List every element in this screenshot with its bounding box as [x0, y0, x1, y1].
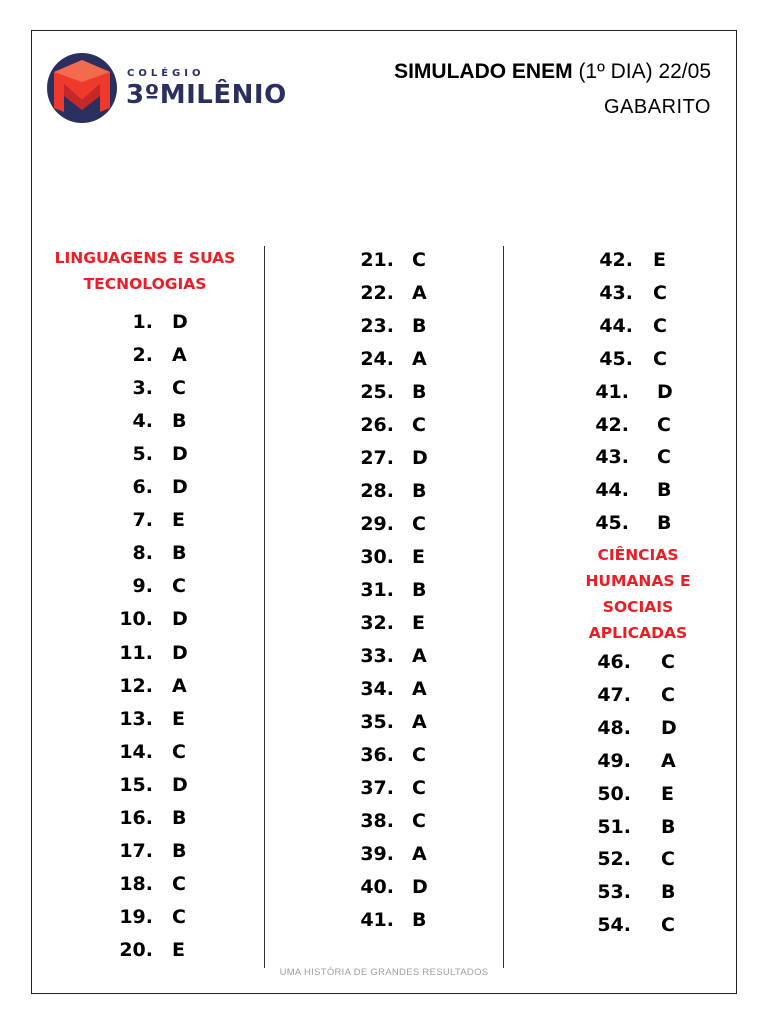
- section-title-humanas: [568, 542, 708, 646]
- question-number: 33.: [360, 645, 394, 667]
- section-title-linguagens: [40, 245, 250, 297]
- question-number: 13.: [119, 707, 153, 730]
- answer-letter: C: [172, 872, 186, 895]
- question-number: 42.: [595, 413, 629, 436]
- question-number: 28.: [360, 480, 394, 502]
- section-title-line: CIÊNCIAS: [597, 546, 679, 564]
- question-number: 18.: [119, 872, 153, 895]
- question-number: 1.: [132, 311, 153, 333]
- section-title-line: SOCIAIS: [602, 598, 674, 616]
- question-number: 27.: [360, 447, 394, 469]
- answer-letter: D: [412, 876, 428, 898]
- logo-emblem-icon: [46, 52, 118, 124]
- answer-letter: B: [657, 479, 672, 502]
- section-title-line: TECNOLOGIAS: [83, 275, 207, 293]
- question-number: 24.: [360, 348, 394, 370]
- question-number: 49.: [597, 749, 631, 772]
- answer-letter: A: [172, 674, 187, 697]
- answer-letter: C: [172, 905, 186, 928]
- question-number: 23.: [360, 315, 394, 337]
- question-number: 22.: [360, 282, 394, 304]
- footer-tagline: UMA HISTÓRIA DE GRANDES RESULTADOS: [279, 967, 489, 978]
- answer-letter: C: [412, 249, 426, 271]
- answer-letter: E: [172, 509, 185, 532]
- answer-letter: B: [412, 909, 427, 931]
- question-number: 44.: [595, 479, 629, 502]
- question-number: 2.: [132, 344, 153, 367]
- section-title-line: APLICADAS: [588, 624, 688, 642]
- question-number: 41.: [595, 380, 629, 403]
- answer-letter: E: [661, 782, 674, 805]
- answer-letter: C: [653, 314, 667, 337]
- question-number: 3.: [132, 377, 153, 400]
- answer-letter: B: [412, 315, 427, 337]
- answer-letter: B: [172, 410, 187, 433]
- answer-letter: C: [657, 446, 671, 469]
- answer-letter: C: [412, 744, 426, 766]
- answer-letter: B: [412, 381, 427, 403]
- question-number: 45.: [599, 347, 633, 370]
- question-number: 8.: [132, 542, 153, 565]
- question-number: 5.: [132, 443, 153, 466]
- page-subtitle: GABARITO: [604, 96, 711, 118]
- question-number: 51.: [597, 815, 631, 838]
- answer-letter: C: [653, 347, 667, 370]
- answer-letter: C: [412, 777, 426, 799]
- question-number: 11.: [119, 641, 153, 664]
- question-number: 31.: [360, 579, 394, 601]
- school-logo: [46, 52, 287, 124]
- answer-letter: A: [412, 348, 427, 370]
- question-number: 40.: [360, 876, 394, 898]
- answer-letter: A: [412, 843, 427, 865]
- question-number: 12.: [119, 674, 153, 697]
- answer-letter: D: [172, 443, 188, 466]
- answer-letter: A: [172, 344, 187, 367]
- question-number: 10.: [119, 608, 153, 631]
- question-number: 47.: [597, 683, 631, 706]
- answer-letter: C: [653, 281, 667, 304]
- question-number: 43.: [595, 446, 629, 469]
- column-divider: [264, 246, 265, 968]
- answer-letter: B: [412, 579, 427, 601]
- title-rest: (1º DIA) 22/05: [578, 60, 711, 83]
- answer-letter: A: [412, 645, 427, 667]
- question-number: 20.: [119, 938, 153, 961]
- answer-letter: D: [172, 311, 188, 333]
- answer-letter: C: [172, 575, 186, 598]
- answer-letter: B: [172, 542, 187, 565]
- answer-letter: C: [172, 740, 186, 763]
- answer-letter: D: [172, 476, 188, 499]
- question-number: 35.: [360, 711, 394, 733]
- question-number: 17.: [119, 839, 153, 862]
- answer-letter: B: [661, 815, 676, 838]
- answer-letter: C: [661, 683, 675, 706]
- answer-letter: C: [657, 413, 671, 436]
- question-number: 16.: [119, 806, 153, 829]
- answer-letter: C: [172, 377, 186, 400]
- answer-letter: B: [657, 512, 672, 535]
- question-number: 39.: [360, 843, 394, 865]
- answer-letter: E: [412, 546, 425, 568]
- question-number: 32.: [360, 612, 394, 634]
- logo-colegio-text: COLÉGIO: [127, 68, 205, 79]
- question-number: 26.: [360, 414, 394, 436]
- answer-letter: D: [172, 641, 188, 664]
- answer-letter: B: [172, 839, 187, 862]
- answer-letter: D: [657, 380, 673, 403]
- question-number: 14.: [119, 740, 153, 763]
- page-title: [394, 60, 711, 84]
- title-bold: SIMULADO ENEM: [394, 60, 573, 83]
- answer-letter: A: [412, 282, 427, 304]
- answer-letter: E: [412, 612, 425, 634]
- question-number: 9.: [132, 575, 153, 598]
- answer-letter: C: [412, 414, 426, 436]
- answer-letter: C: [412, 513, 426, 535]
- question-number: 25.: [360, 381, 394, 403]
- answer-letter: C: [661, 848, 675, 871]
- question-number: 50.: [597, 782, 631, 805]
- question-number: 21.: [360, 249, 394, 271]
- question-number: 46.: [597, 651, 631, 673]
- question-number: 15.: [119, 773, 153, 796]
- logo-name-text: 3ºMILÊNIO: [126, 80, 287, 110]
- answer-letter: E: [172, 707, 185, 730]
- question-number: 53.: [597, 881, 631, 904]
- answer-letter: D: [412, 447, 428, 469]
- answer-letter: B: [412, 480, 427, 502]
- question-number: 44.: [599, 314, 633, 337]
- answer-letter: C: [412, 810, 426, 832]
- question-number: 6.: [132, 476, 153, 499]
- answer-letter: D: [172, 773, 188, 796]
- question-number: 34.: [360, 678, 394, 700]
- section-title-line: LINGUAGENS E SUAS: [54, 249, 236, 267]
- column-divider: [503, 246, 504, 968]
- question-number: 4.: [132, 410, 153, 433]
- question-number: 54.: [597, 914, 631, 937]
- answer-letter: E: [653, 249, 666, 271]
- answer-letter: B: [172, 806, 187, 829]
- answer-letter: A: [412, 678, 427, 700]
- question-number: 30.: [360, 546, 394, 568]
- answer-letter: D: [661, 716, 677, 739]
- answer-letter: D: [172, 608, 188, 631]
- question-number: 48.: [597, 716, 631, 739]
- question-number: 43.: [599, 281, 633, 304]
- question-number: 37.: [360, 777, 394, 799]
- question-number: 41.: [360, 909, 394, 931]
- question-number: 29.: [360, 513, 394, 535]
- question-number: 36.: [360, 744, 394, 766]
- answer-letter: A: [661, 749, 676, 772]
- answer-letter: C: [661, 651, 675, 673]
- section-title-line: HUMANAS E: [585, 572, 691, 590]
- answer-letter: B: [661, 881, 676, 904]
- question-number: 7.: [132, 509, 153, 532]
- question-number: 45.: [595, 512, 629, 535]
- question-number: 42.: [599, 249, 633, 271]
- question-number: 38.: [360, 810, 394, 832]
- question-number: 52.: [597, 848, 631, 871]
- answer-letter: A: [412, 711, 427, 733]
- answer-letter: C: [661, 914, 675, 937]
- answer-letter: E: [172, 938, 185, 961]
- question-number: 19.: [119, 905, 153, 928]
